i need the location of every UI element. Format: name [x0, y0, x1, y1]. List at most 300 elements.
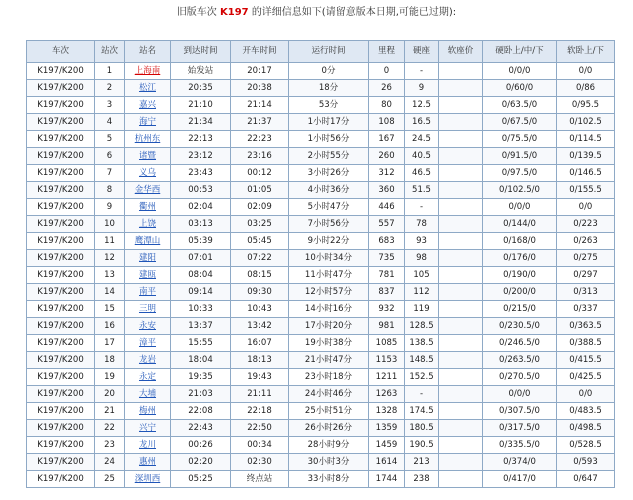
cell-duration: 11小时47分: [289, 267, 369, 284]
train-number: K197: [220, 7, 249, 18]
cell-duration: 9小时22分: [289, 233, 369, 250]
table-row: [27, 267, 615, 284]
cell-stop-no: 24: [95, 454, 125, 471]
cell-hard-sleeper: 0/246.5/0: [483, 335, 557, 352]
cell-soft-sleeper: 0/155.5: [557, 182, 615, 199]
cell-soft-seat: [439, 199, 483, 216]
cell-soft-seat: [439, 267, 483, 284]
table-row: [27, 471, 615, 488]
station-link[interactable]: 松江: [125, 80, 171, 97]
table-row: [27, 301, 615, 318]
cell-hard-seat: -: [405, 63, 439, 80]
cell-distance: 108: [369, 114, 405, 131]
cell-hard-seat: 128.5: [405, 318, 439, 335]
cell-arrive: 22:08: [171, 403, 231, 420]
cell-stop-no: 14: [95, 284, 125, 301]
cell-soft-seat: [439, 131, 483, 148]
cell-arrive: 23:12: [171, 148, 231, 165]
station-link[interactable]: 龙川: [125, 437, 171, 454]
cell-soft-seat: [439, 216, 483, 233]
cell-duration: 2小时55分: [289, 148, 369, 165]
cell-stop-no: 25: [95, 471, 125, 488]
col-header-stop-no: 站次: [95, 41, 125, 63]
cell-train: K197/K200: [27, 63, 95, 80]
cell-stop-no: 21: [95, 403, 125, 420]
cell-soft-seat: [439, 318, 483, 335]
cell-depart: 02:30: [231, 454, 289, 471]
cell-train: K197/K200: [27, 335, 95, 352]
table-row: [27, 131, 615, 148]
table-row: [27, 420, 615, 437]
cell-hard-sleeper: 0/0/0: [483, 386, 557, 403]
table-row: [27, 80, 615, 97]
cell-train: K197/K200: [27, 148, 95, 165]
cell-distance: 1359: [369, 420, 405, 437]
cell-train: K197/K200: [27, 199, 95, 216]
col-header-duration: 运行时间: [289, 41, 369, 63]
station-link[interactable]: 永安: [125, 318, 171, 335]
cell-soft-sleeper: 0/139.5: [557, 148, 615, 165]
cell-arrive: 19:35: [171, 369, 231, 386]
cell-hard-sleeper: 0/168/0: [483, 233, 557, 250]
cell-soft-seat: [439, 386, 483, 403]
cell-distance: 260: [369, 148, 405, 165]
cell-duration: 21小时47分: [289, 352, 369, 369]
cell-depart: 05:45: [231, 233, 289, 250]
cell-hard-seat: 238: [405, 471, 439, 488]
cell-soft-seat: [439, 420, 483, 437]
station-link[interactable]: 鹰潭山: [125, 233, 171, 250]
cell-hard-sleeper: 0/63.5/0: [483, 97, 557, 114]
cell-duration: 23小时18分: [289, 369, 369, 386]
station-link[interactable]: 建阳: [125, 250, 171, 267]
cell-distance: 446: [369, 199, 405, 216]
cell-duration: 3小时26分: [289, 165, 369, 182]
cell-stop-no: 19: [95, 369, 125, 386]
cell-distance: 932: [369, 301, 405, 318]
cell-hard-sleeper: 0/263.5/0: [483, 352, 557, 369]
cell-train: K197/K200: [27, 131, 95, 148]
cell-hard-seat: 190.5: [405, 437, 439, 454]
cell-train: K197/K200: [27, 301, 95, 318]
cell-hard-sleeper: 0/60/0: [483, 80, 557, 97]
cell-soft-sleeper: 0/297: [557, 267, 615, 284]
cell-stop-no: 3: [95, 97, 125, 114]
cell-stop-no: 1: [95, 63, 125, 80]
cell-hard-seat: 105: [405, 267, 439, 284]
cell-soft-sleeper: 0/0: [557, 386, 615, 403]
cell-stop-no: 17: [95, 335, 125, 352]
cell-distance: 557: [369, 216, 405, 233]
cell-hard-sleeper: 0/335.5/0: [483, 437, 557, 454]
cell-hard-seat: -: [405, 199, 439, 216]
cell-hard-sleeper: 0/75.5/0: [483, 131, 557, 148]
cell-hard-seat: -: [405, 386, 439, 403]
cell-hard-sleeper: 0/374/0: [483, 454, 557, 471]
cell-duration: 1小时17分: [289, 114, 369, 131]
cell-train: K197/K200: [27, 454, 95, 471]
cell-arrive: 21:34: [171, 114, 231, 131]
cell-train: K197/K200: [27, 80, 95, 97]
col-header-soft-sleeper: 软卧上/下: [557, 41, 615, 63]
cell-depart: 22:18: [231, 403, 289, 420]
cell-hard-seat: 148.5: [405, 352, 439, 369]
cell-soft-sleeper: 0/95.5: [557, 97, 615, 114]
cell-soft-sleeper: 0/647: [557, 471, 615, 488]
cell-distance: 312: [369, 165, 405, 182]
cell-hard-sleeper: 0/230.5/0: [483, 318, 557, 335]
cell-soft-sleeper: 0/146.5: [557, 165, 615, 182]
table-row: [27, 114, 615, 131]
cell-depart: 10:43: [231, 301, 289, 318]
table-row: [27, 386, 615, 403]
cell-soft-sleeper: 0/337: [557, 301, 615, 318]
cell-depart: 18:13: [231, 352, 289, 369]
cell-soft-seat: [439, 301, 483, 318]
cell-hard-sleeper: 0/144/0: [483, 216, 557, 233]
cell-soft-seat: [439, 284, 483, 301]
cell-soft-seat: [439, 80, 483, 97]
cell-distance: 1328: [369, 403, 405, 420]
station-link[interactable]: 建瓯: [125, 267, 171, 284]
cell-distance: 167: [369, 131, 405, 148]
cell-duration: 25小时51分: [289, 403, 369, 420]
cell-soft-sleeper: 0/363.5: [557, 318, 615, 335]
cell-hard-seat: 16.5: [405, 114, 439, 131]
cell-duration: 18分: [289, 80, 369, 97]
cell-arrive: 00:53: [171, 182, 231, 199]
cell-stop-no: 23: [95, 437, 125, 454]
table-row: [27, 233, 615, 250]
cell-arrive: 10:33: [171, 301, 231, 318]
cell-soft-seat: [439, 403, 483, 420]
cell-distance: 1085: [369, 335, 405, 352]
cell-duration: 4小时36分: [289, 182, 369, 199]
table-row: [27, 216, 615, 233]
col-header-train: 车次: [27, 41, 95, 63]
cell-depart: 09:30: [231, 284, 289, 301]
table-body: [27, 63, 615, 488]
station-link[interactable]: 上饶: [125, 216, 171, 233]
col-header-arrive: 到达时间: [171, 41, 231, 63]
cell-hard-seat: 213: [405, 454, 439, 471]
table-row: [27, 182, 615, 199]
cell-soft-seat: [439, 148, 483, 165]
cell-stop-no: 12: [95, 250, 125, 267]
cell-hard-sleeper: 0/102.5/0: [483, 182, 557, 199]
station-link[interactable]: 嘉兴: [125, 97, 171, 114]
cell-stop-no: 16: [95, 318, 125, 335]
table-row: [27, 318, 615, 335]
cell-soft-sleeper: 0/593: [557, 454, 615, 471]
cell-soft-seat: [439, 369, 483, 386]
cell-hard-sleeper: 0/270.5/0: [483, 369, 557, 386]
station-link[interactable]: 梅州: [125, 403, 171, 420]
cell-arrive: 02:04: [171, 199, 231, 216]
cell-train: K197/K200: [27, 216, 95, 233]
col-header-depart: 开车时间: [231, 41, 289, 63]
cell-distance: 26: [369, 80, 405, 97]
cell-train: K197/K200: [27, 267, 95, 284]
cell-hard-seat: 152.5: [405, 369, 439, 386]
cell-soft-seat: [439, 182, 483, 199]
cell-arrive: 始发站: [171, 63, 231, 80]
cell-soft-sleeper: 0/483.5: [557, 403, 615, 420]
station-link[interactable]: 海宁: [125, 114, 171, 131]
cell-arrive: 00:26: [171, 437, 231, 454]
cell-duration: 14小时16分: [289, 301, 369, 318]
col-header-distance: 里程: [369, 41, 405, 63]
cell-hard-sleeper: 0/67.5/0: [483, 114, 557, 131]
cell-depart: 00:34: [231, 437, 289, 454]
cell-distance: 1153: [369, 352, 405, 369]
cell-depart: 21:37: [231, 114, 289, 131]
cell-train: K197/K200: [27, 369, 95, 386]
cell-duration: 17小时20分: [289, 318, 369, 335]
cell-hard-sleeper: 0/307.5/0: [483, 403, 557, 420]
cell-distance: 981: [369, 318, 405, 335]
table-row: [27, 369, 615, 386]
cell-depart: 20:38: [231, 80, 289, 97]
table-row: [27, 437, 615, 454]
table-row: [27, 97, 615, 114]
cell-soft-seat: [439, 250, 483, 267]
cell-soft-sleeper: 0/528.5: [557, 437, 615, 454]
cell-duration: 1小时56分: [289, 131, 369, 148]
cell-soft-sleeper: 0/313: [557, 284, 615, 301]
table-row: [27, 284, 615, 301]
cell-soft-sleeper: 0/415.5: [557, 352, 615, 369]
col-header-soft-seat: 软座价: [439, 41, 483, 63]
cell-hard-seat: 24.5: [405, 131, 439, 148]
cell-soft-sleeper: 0/223: [557, 216, 615, 233]
col-header-station: 站名: [125, 41, 171, 63]
cell-stop-no: 7: [95, 165, 125, 182]
cell-soft-seat: [439, 97, 483, 114]
cell-duration: 7小时56分: [289, 216, 369, 233]
cell-arrive: 07:01: [171, 250, 231, 267]
cell-hard-sleeper: 0/0/0: [483, 63, 557, 80]
cell-duration: 0分: [289, 63, 369, 80]
col-header-hard-seat: 硬座: [405, 41, 439, 63]
cell-hard-sleeper: 0/200/0: [483, 284, 557, 301]
cell-depart: 23:16: [231, 148, 289, 165]
cell-soft-seat: [439, 471, 483, 488]
cell-arrive: 13:37: [171, 318, 231, 335]
cell-hard-seat: 180.5: [405, 420, 439, 437]
cell-hard-seat: 98: [405, 250, 439, 267]
cell-hard-seat: 40.5: [405, 148, 439, 165]
cell-distance: 80: [369, 97, 405, 114]
cell-soft-seat: [439, 335, 483, 352]
station-link[interactable]: 南平: [125, 284, 171, 301]
cell-hard-seat: 119: [405, 301, 439, 318]
cell-depart: 13:42: [231, 318, 289, 335]
cell-hard-sleeper: 0/317.5/0: [483, 420, 557, 437]
cell-hard-seat: 112: [405, 284, 439, 301]
cell-arrive: 20:35: [171, 80, 231, 97]
cell-depart: 02:09: [231, 199, 289, 216]
station-link[interactable]: 衢州: [125, 199, 171, 216]
cell-duration: 30小时3分: [289, 454, 369, 471]
cell-arrive: 18:04: [171, 352, 231, 369]
cell-depart: 08:15: [231, 267, 289, 284]
page-caption: [0, 6, 633, 20]
cell-arrive: 21:10: [171, 97, 231, 114]
cell-hard-sleeper: 0/97.5/0: [483, 165, 557, 182]
caption-prefix: 旧版车次: [176, 7, 217, 18]
station-link[interactable]: 义乌: [125, 165, 171, 182]
cell-arrive: 09:14: [171, 284, 231, 301]
cell-train: K197/K200: [27, 250, 95, 267]
cell-stop-no: 9: [95, 199, 125, 216]
cell-arrive: 22:13: [171, 131, 231, 148]
cell-stop-no: 11: [95, 233, 125, 250]
cell-hard-sleeper: 0/0/0: [483, 199, 557, 216]
station-link[interactable]: 惠州: [125, 454, 171, 471]
station-link[interactable]: 上海南: [125, 63, 171, 80]
table-row: [27, 352, 615, 369]
station-link[interactable]: 龙岩: [125, 352, 171, 369]
cell-distance: 1459: [369, 437, 405, 454]
cell-depart: 22:50: [231, 420, 289, 437]
cell-depart: 22:23: [231, 131, 289, 148]
station-link[interactable]: 诸暨: [125, 148, 171, 165]
cell-stop-no: 10: [95, 216, 125, 233]
cell-hard-seat: 46.5: [405, 165, 439, 182]
cell-train: K197/K200: [27, 471, 95, 488]
cell-train: K197/K200: [27, 318, 95, 335]
table-row: [27, 165, 615, 182]
cell-hard-seat: 93: [405, 233, 439, 250]
cell-distance: 0: [369, 63, 405, 80]
cell-distance: 683: [369, 233, 405, 250]
cell-train: K197/K200: [27, 386, 95, 403]
cell-arrive: 02:20: [171, 454, 231, 471]
cell-duration: 12小时57分: [289, 284, 369, 301]
cell-arrive: 08:04: [171, 267, 231, 284]
cell-distance: 735: [369, 250, 405, 267]
cell-stop-no: 13: [95, 267, 125, 284]
cell-distance: 1744: [369, 471, 405, 488]
station-link[interactable]: 杭州东: [125, 131, 171, 148]
cell-hard-sleeper: 0/215/0: [483, 301, 557, 318]
cell-soft-sleeper: 0/114.5: [557, 131, 615, 148]
cell-train: K197/K200: [27, 284, 95, 301]
cell-train: K197/K200: [27, 233, 95, 250]
table-row: [27, 148, 615, 165]
cell-arrive: 22:43: [171, 420, 231, 437]
cell-soft-seat: [439, 352, 483, 369]
caption-suffix: 的详细信息如下(请留意版本日期,可能已过期):: [251, 7, 457, 18]
table-row: [27, 199, 615, 216]
cell-hard-sleeper: 0/176/0: [483, 250, 557, 267]
cell-stop-no: 4: [95, 114, 125, 131]
cell-duration: 5小时47分: [289, 199, 369, 216]
cell-duration: 24小时46分: [289, 386, 369, 403]
cell-hard-sleeper: 0/190/0: [483, 267, 557, 284]
cell-hard-seat: 174.5: [405, 403, 439, 420]
cell-hard-seat: 78: [405, 216, 439, 233]
cell-soft-sleeper: 0/275: [557, 250, 615, 267]
cell-train: K197/K200: [27, 97, 95, 114]
cell-train: K197/K200: [27, 352, 95, 369]
cell-soft-seat: [439, 165, 483, 182]
cell-soft-seat: [439, 233, 483, 250]
cell-hard-seat: 51.5: [405, 182, 439, 199]
cell-duration: 19小时38分: [289, 335, 369, 352]
cell-depart: 20:17: [231, 63, 289, 80]
cell-depart: 16:07: [231, 335, 289, 352]
cell-duration: 33小时8分: [289, 471, 369, 488]
cell-hard-seat: 138.5: [405, 335, 439, 352]
station-link[interactable]: 永定: [125, 369, 171, 386]
cell-soft-sleeper: 0/0: [557, 63, 615, 80]
cell-duration: 28小时9分: [289, 437, 369, 454]
cell-depart: 21:14: [231, 97, 289, 114]
table-row: [27, 403, 615, 420]
cell-hard-seat: 9: [405, 80, 439, 97]
cell-distance: 837: [369, 284, 405, 301]
schedule-table: [26, 40, 615, 488]
cell-hard-sleeper: 0/91.5/0: [483, 148, 557, 165]
cell-hard-seat: 12.5: [405, 97, 439, 114]
cell-stop-no: 5: [95, 131, 125, 148]
cell-depart: 03:25: [231, 216, 289, 233]
cell-soft-sleeper: 0/425.5: [557, 369, 615, 386]
cell-soft-sleeper: 0/498.5: [557, 420, 615, 437]
station-link[interactable]: 金华西: [125, 182, 171, 199]
cell-stop-no: 22: [95, 420, 125, 437]
cell-distance: 781: [369, 267, 405, 284]
cell-soft-sleeper: 0/0: [557, 199, 615, 216]
cell-soft-seat: [439, 63, 483, 80]
station-link[interactable]: 兴宁: [125, 420, 171, 437]
cell-arrive: 15:55: [171, 335, 231, 352]
cell-stop-no: 15: [95, 301, 125, 318]
cell-soft-seat: [439, 114, 483, 131]
cell-distance: 360: [369, 182, 405, 199]
cell-stop-no: 8: [95, 182, 125, 199]
cell-distance: 1211: [369, 369, 405, 386]
header-row: [27, 41, 615, 63]
cell-depart: 01:05: [231, 182, 289, 199]
cell-soft-sleeper: 0/388.5: [557, 335, 615, 352]
cell-soft-seat: [439, 437, 483, 454]
cell-depart: 19:43: [231, 369, 289, 386]
cell-soft-sleeper: 0/102.5: [557, 114, 615, 131]
cell-soft-sleeper: 0/263: [557, 233, 615, 250]
cell-train: K197/K200: [27, 403, 95, 420]
table-row: [27, 63, 615, 80]
cell-arrive: 05:25: [171, 471, 231, 488]
cell-depart: 21:11: [231, 386, 289, 403]
station-link[interactable]: 三明: [125, 301, 171, 318]
cell-arrive: 03:13: [171, 216, 231, 233]
cell-stop-no: 20: [95, 386, 125, 403]
station-link[interactable]: 漳平: [125, 335, 171, 352]
cell-depart: 终点站: [231, 471, 289, 488]
cell-train: K197/K200: [27, 437, 95, 454]
station-link[interactable]: 深圳西: [125, 471, 171, 488]
cell-arrive: 23:43: [171, 165, 231, 182]
station-link[interactable]: 大埔: [125, 386, 171, 403]
cell-arrive: 21:03: [171, 386, 231, 403]
cell-train: K197/K200: [27, 182, 95, 199]
col-header-hard-sleeper: 硬卧上/中/下: [483, 41, 557, 63]
cell-stop-no: 2: [95, 80, 125, 97]
cell-soft-sleeper: 0/86: [557, 80, 615, 97]
